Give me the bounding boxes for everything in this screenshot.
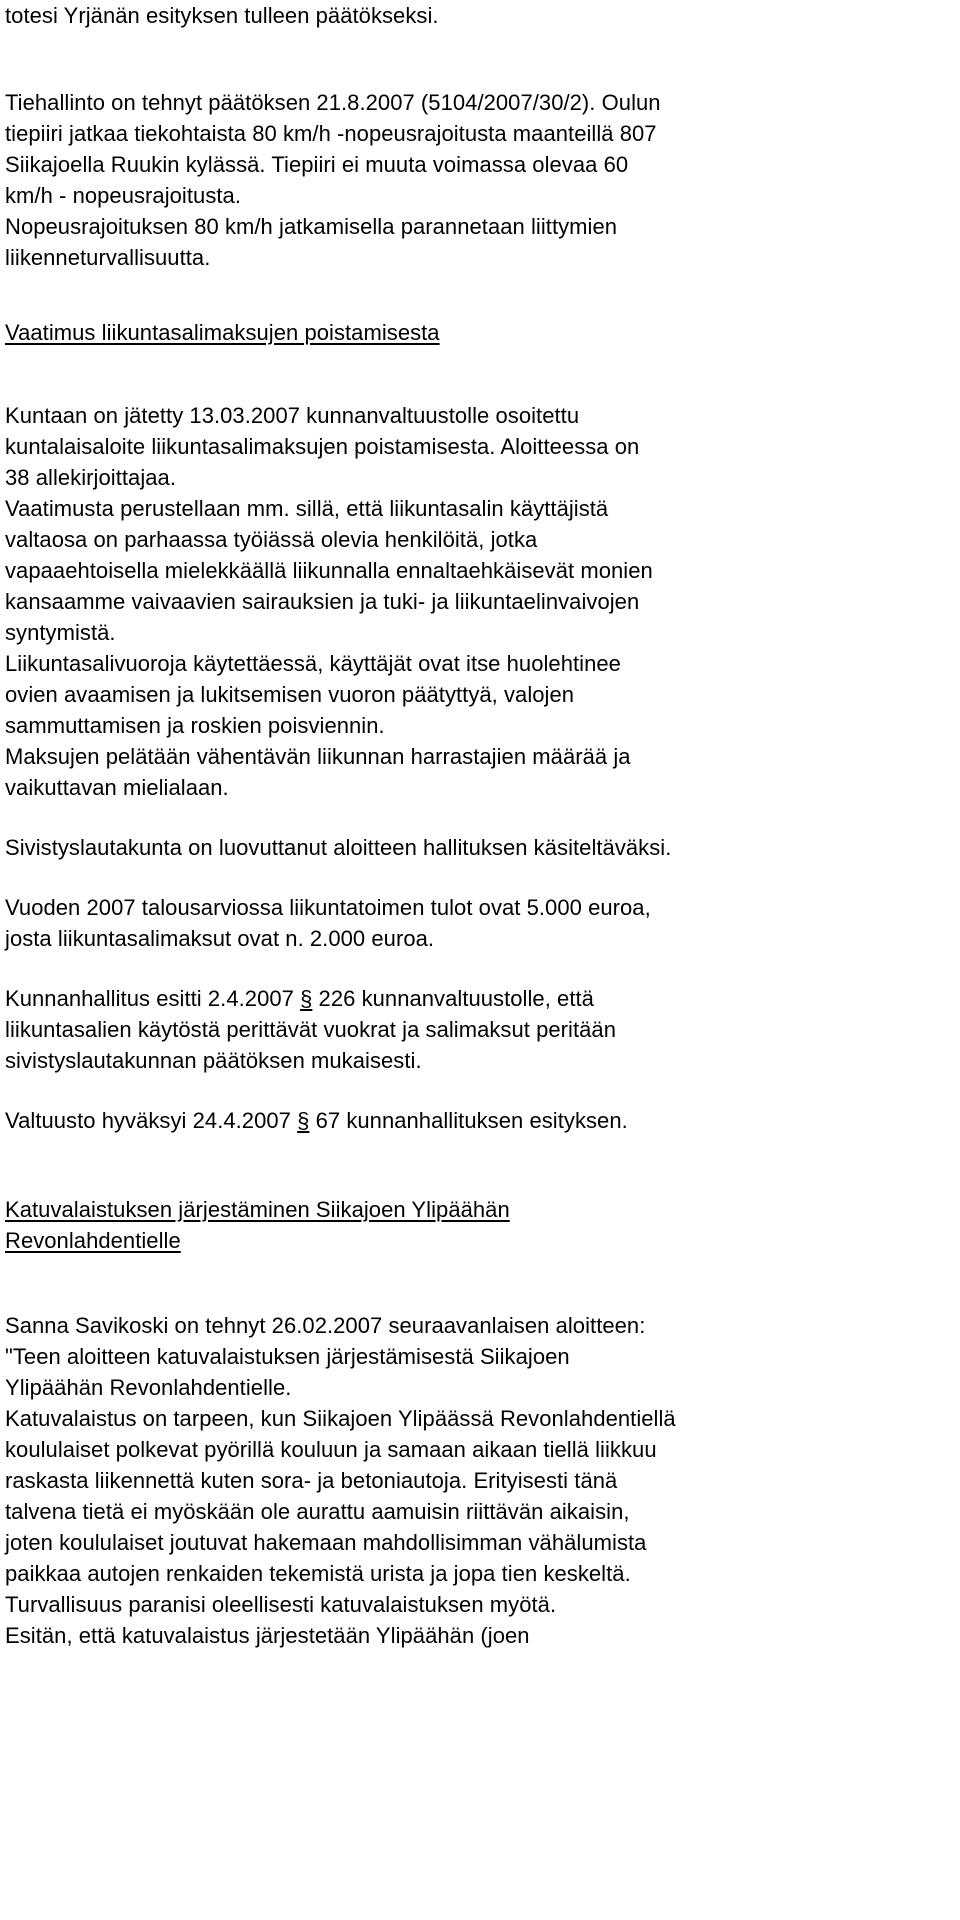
text-line: Siikajoella Ruukin kylässä. Tiepiiri ei muuta voimassa olevaa 60 xyxy=(5,152,629,177)
text-line: 38 allekirjoittajaa. xyxy=(5,465,176,490)
text-fragment: Valtuusto hyväksyi 24.4.2007 xyxy=(5,1108,298,1133)
text-fragment: 226 kunnanvaltuustolle, että xyxy=(312,986,594,1011)
text-line: ovien avaamisen ja lukitsemisen vuoron päätyttyä, valojen xyxy=(5,682,575,707)
text-line: km/h - nopeusrajoitusta. xyxy=(5,183,241,208)
text-line: valtaosa on parhaassa työiässä olevia henkilöitä, jotka xyxy=(5,527,538,552)
text-line: Ylipäähän Revonlahdentielle. xyxy=(5,1375,292,1400)
section-sign: § xyxy=(297,1108,310,1133)
text-line xyxy=(5,1107,628,1135)
text-line: liikenneturvallisuutta. xyxy=(5,245,211,270)
text-line: Vaatimusta perustellaan mm. sillä, että liikuntasalin käyttäjistä xyxy=(5,496,609,521)
text-line: Sanna Savikoski on tehnyt 26.02.2007 seuraavanlaisen aloitteen: xyxy=(5,1313,646,1338)
text-line: koululaiset polkevat pyörillä kouluun ja samaan aikaan tiellä liikkuu xyxy=(5,1437,657,1462)
text-line: kansaamme vaivaavien sairauksien ja tuki- ja liikuntaelinvaivojen xyxy=(5,589,640,614)
text-line: Turvallisuus paranisi oleellisesti katuvalaistuksen myötä. xyxy=(5,1592,557,1617)
text-line: kuntalaisaloite liikuntasalimaksujen poistamisesta. Aloitteessa on xyxy=(5,434,640,459)
text-line: Vuoden 2007 talousarviossa liikuntatoimen tulot ovat 5.000 euroa, xyxy=(5,895,651,920)
text-line: raskasta liikennettä kuten sora- ja betoniautoja. Erityisesti tänä xyxy=(5,1468,618,1493)
text-line: paikkaa autojen renkaiden tekemistä urista ja jopa tien keskeltä. xyxy=(5,1561,631,1586)
section-sign: § xyxy=(300,986,313,1011)
section-heading: Katuvalaistuksen järjestäminen Siikajoen Ylipäähän xyxy=(5,1197,510,1222)
section-heading: Revonlahdentielle xyxy=(5,1228,181,1253)
text-line: Esitän, että katuvalaistus järjestetään Ylipäähän (joen xyxy=(5,1623,530,1648)
text-line: vaikuttavan mielialaan. xyxy=(5,775,229,800)
text-line: Liikuntasalivuoroja käytettäessä, käyttäjät ovat itse huolehtinee xyxy=(5,651,621,676)
text-line: josta liikuntasalimaksut ovat n. 2.000 euroa. xyxy=(5,926,435,951)
section-heading: Vaatimus liikuntasalimaksujen poistamisesta xyxy=(5,320,440,345)
text-line xyxy=(5,985,594,1013)
text-line: "Teen aloitteen katuvalaistuksen järjestämisestä Siikajoen xyxy=(5,1344,570,1369)
text-line: Kuntaan on jätetty 13.03.2007 kunnanvaltuustolle osoitettu xyxy=(5,403,580,428)
text-line: Maksujen pelätään vähentävän liikunnan harrastajien määrää ja xyxy=(5,744,631,769)
text-line: totesi Yrjänän esityksen tulleen päätökseksi. xyxy=(5,3,439,28)
text-line: sivistyslautakunnan päätöksen mukaisesti. xyxy=(5,1048,422,1073)
text-line: talvena tietä ei myöskään ole aurattu aamuisin riittävän aikaisin, xyxy=(5,1499,630,1524)
text-line: liikuntasalien käytöstä perittävät vuokrat ja salimaksut peritään xyxy=(5,1017,616,1042)
text-line: Tiehallinto on tehnyt päätöksen 21.8.2007 (5104/2007/30/2). Oulun xyxy=(5,90,661,115)
text-line: joten koululaiset joutuvat hakemaan mahdollisimman vähälumista xyxy=(5,1530,647,1555)
text-line: tiepiiri jatkaa tiekohtaista 80 km/h -nopeusrajoitusta maanteillä 807 xyxy=(5,121,657,146)
text-fragment: 67 kunnanhallituksen esityksen. xyxy=(309,1108,628,1133)
text-line: Sivistyslautakunta on luovuttanut aloitteen hallituksen käsiteltäväksi. xyxy=(5,835,672,860)
text-line: sammuttamisen ja roskien poisviennin. xyxy=(5,713,385,738)
text-fragment: Kunnanhallitus esitti 2.4.2007 xyxy=(5,986,301,1011)
text-line: Nopeusrajoituksen 80 km/h jatkamisella parannetaan liittymien xyxy=(5,214,618,239)
text-line: vapaaehtoisella mielekkäällä liikunnalla ennaltaehkäisevät monien xyxy=(5,558,653,583)
text-line: Katuvalaistus on tarpeen, kun Siikajoen Ylipäässä Revonlahdentiellä xyxy=(5,1406,676,1431)
text-line: syntymistä. xyxy=(5,620,116,645)
